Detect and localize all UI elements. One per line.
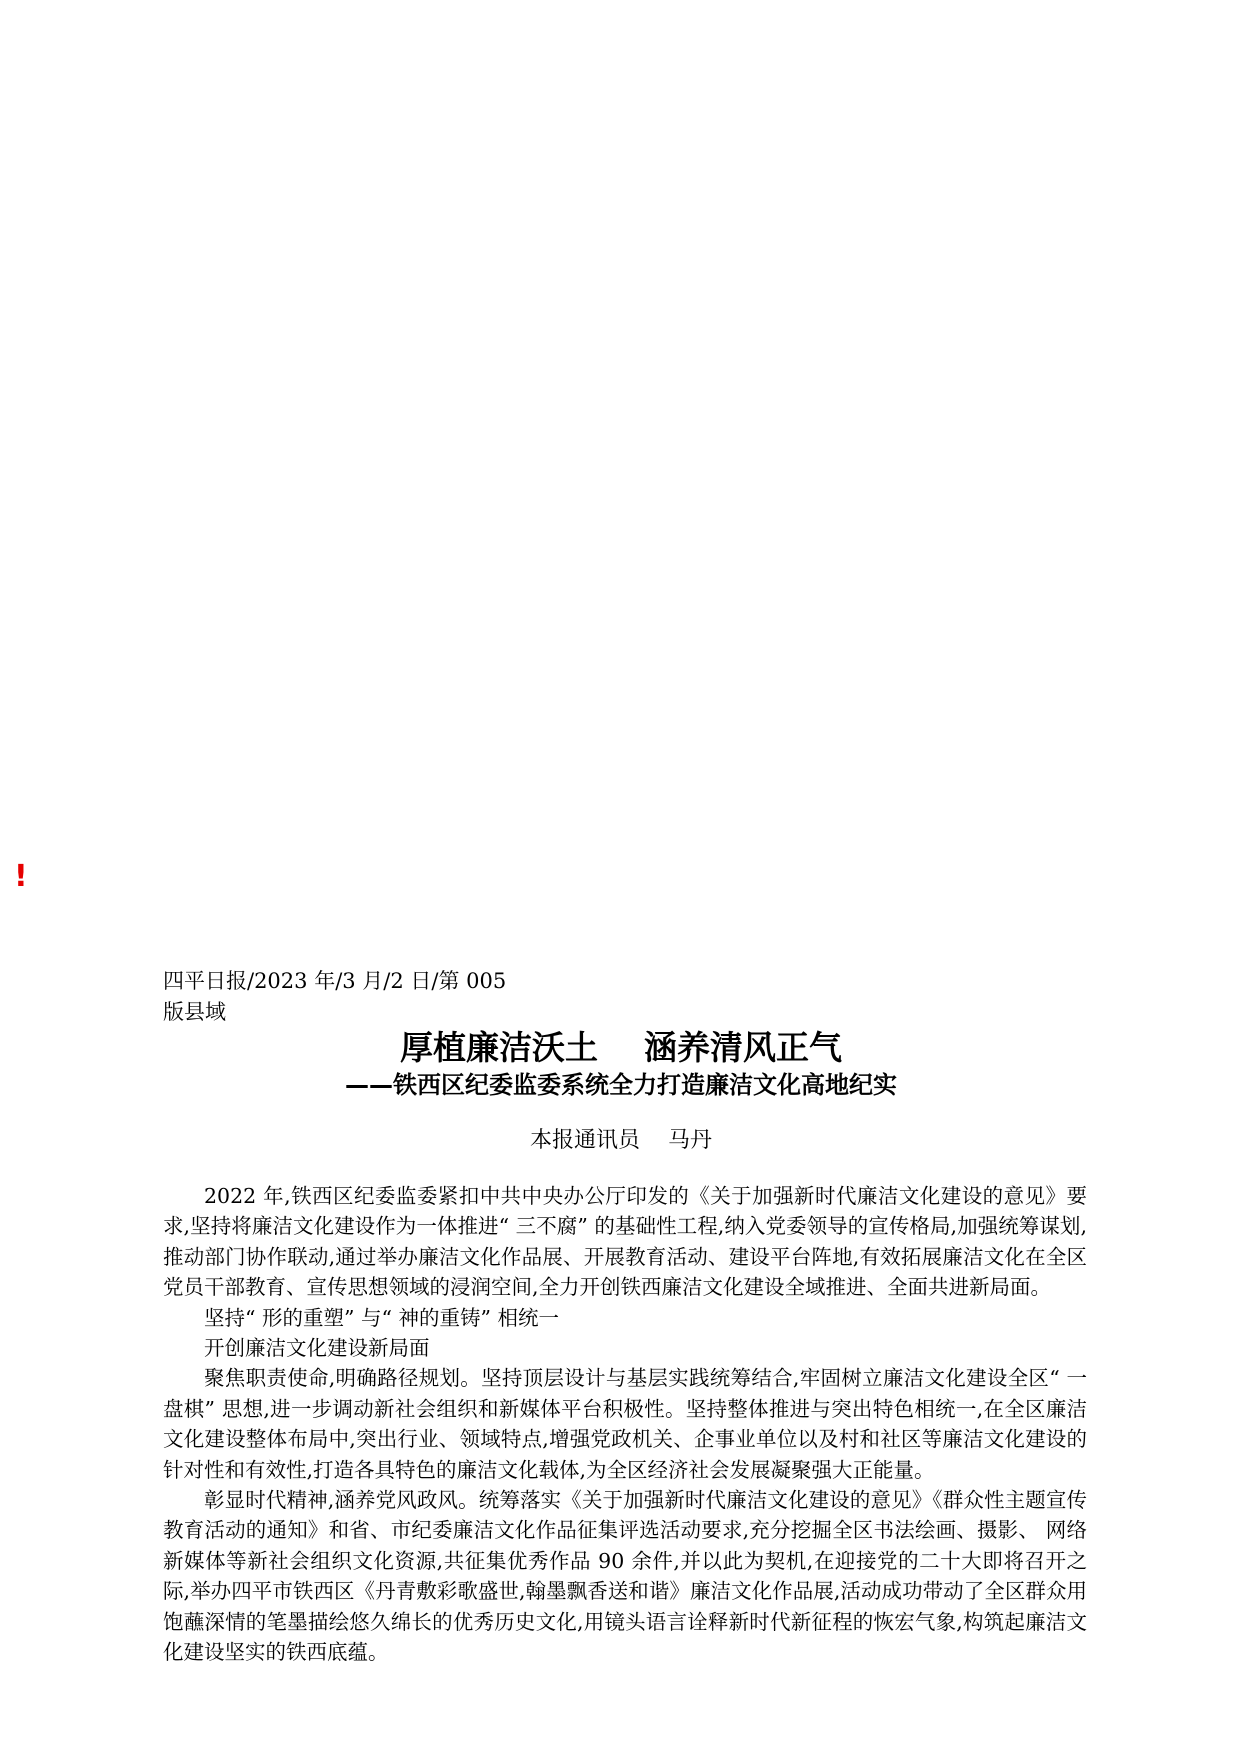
article-subtitle: ——铁西区纪委监委系统全力打造廉洁文化高地纪实 — [345, 1071, 897, 1099]
article-title: 厚植廉洁沃土 涵养清风正气 — [400, 1028, 842, 1067]
paragraph: 2022 年,铁西区纪委监委紧扣中共中央办公厅印发的《关于加强新时代廉洁文化建设的意见》要求,坚持将廉洁文化建设作为一体推进“ 三不腐” 的基础性工程,纳入党委领导的宣传格局,加强统筹谋划,推动部门协作联动,通过举办廉洁文化作品展、开展教育活动、建设平台阵地,有效拓展廉洁文化在全区党员干部教育、宣传思想领域的浸润空间,全力开创铁西廉洁文化建设全域推进、全面共进新局面。 — [163, 1184, 1087, 1300]
section-heading: 坚持“ 形的重塑” 与“ 神的重铸” 相统一 — [204, 1305, 559, 1330]
author-byline: 本报通讯员 马丹 — [530, 1128, 712, 1153]
section-heading: 开创廉洁文化建设新局面 — [204, 1336, 430, 1361]
source-line: 四平日报/2023 年/3 月/2 日/第 005 版县域 — [163, 969, 507, 1024]
headline-block — [163, 1027, 1079, 1101]
paragraph: 彰显时代精神,涵养党风政风。统筹落实《关于加强新时代廉洁文化建设的意见》《群众性主题宣传教育活动的通知》和省、市纪委廉洁文化作品征集评选活动要求,充分挖掘全区书法绘画、摄影、 网络新媒体等新社会组织文化资源,共征集优秀作品 90 余件,并以此为契机,在迎接党的二十大即将召开之际,举办四平市铁西区《丹青敷彩歌盛世,翰墨飘香送和谐》廉洁文化作品展,活动成功带动了全区群众用饱蘸深情的笔墨描绘悠久绵长的优秀历史文化,用镜头语言诠释新时代新征程的恢宏气象,构筑起廉洁文化建设坚实的铁西底蕴。 — [163, 1488, 1087, 1665]
paragraph: 聚焦职责使命,明确路径规划。坚持顶层设计与基层实践统筹结合,牢固树立廉洁文化建设全区“ 一盘棋” 思想,进一步调动新社会组织和新媒体平台积极性。坚持整体推进与突出特色相统一,在全区廉洁文化建设整体布局中,突出行业、领域特点,增强党政机关、企事业单位以及村和社区等廉洁文化建设的针对性和有效性,打造各具特色的廉洁文化载体,为全区经济社会发展凝聚强大正能量。 — [163, 1366, 1087, 1482]
article-body — [163, 1181, 1087, 1668]
red-exclamation-mark: ! — [14, 859, 28, 894]
